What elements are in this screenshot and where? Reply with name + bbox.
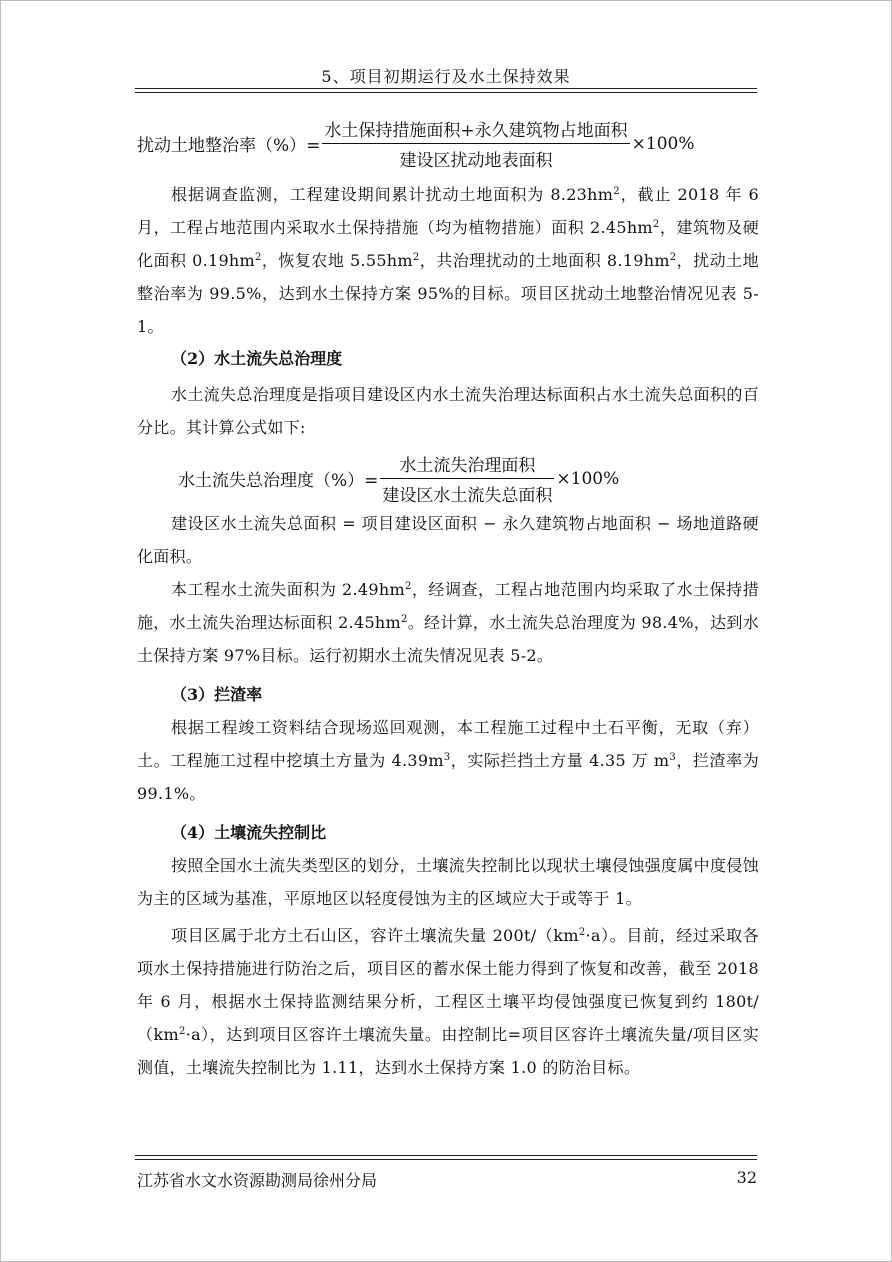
paragraph-control-ratio-definition: 按照全国水土流失类型区的划分，土壤流失控制比以现状土壤侵蚀强度属中度侵蚀为主的区域为基准，平原地区以轻度侵蚀为主的区域应大于或等于 1。 [137,856,759,908]
formula1-numerator: 水土保持措施面积+永久建筑物占地面积 [324,121,628,141]
footer-rule [135,1159,757,1160]
formula2-numerator: 水土流失治理面积 [399,456,536,476]
formula1-denominator: 建设区扰动地表面积 [399,151,553,171]
page-header-title: 5、项目初期运行及水土保持效果 [321,67,571,86]
paragraph-total-area-definition: 建设区水土流失总面积 = 项目建设区面积 − 永久建筑物占地面积 − 场地道路硬化面积。 [137,514,759,566]
heading-slag-retention-rate: （3）拦渣率 [171,685,263,704]
footer-organization: 江苏省水文水资源勘测局徐州分局 [137,1171,378,1190]
heading-soil-loss-control-degree: （2）水土流失总治理度 [171,349,343,368]
paragraph-control-degree-definition: 水土流失总治理度是指项目建设区内水土流失治理达标面积占水土流失总面积的百分比。其计算公式如下: [137,385,759,437]
formula-control-degree [178,451,619,506]
formula2-lhs: 水土流失总治理度（%）= [178,471,379,491]
header-rule-thin [135,92,757,93]
formula1-lhs: 扰动土地整治率（%）= [137,136,321,156]
formula1-fraction [322,116,629,171]
paragraph-control-degree-result: 本工程水土流失面积为 $2.49hm^2$，经调查，工程占地范围内均采取了水土保持措施，水土流失治理达标面积 $2.45hm^2$。经计算，水土流失总治理度为 98.4%，达到水土保持方案 97%目标。运行初期水土流失情况见表 5-2。 [137,580,759,665]
paragraph-slag-retention: 根据工程竣工资料结合现场巡回观测，本工程施工过程中土石平衡，无取（弃）土。工程施工过程中挖填土方量为 $4.39m^3$，实际拦挡土方量 4.35 万 $m^3$，拦渣率为 99.1%。 [137,718,759,803]
heading-soil-loss-control-ratio: （4）土壤流失控制比 [171,823,327,842]
formula2-denominator: 建设区水土流失总面积 [382,486,553,506]
formula2-fraction [380,451,554,506]
formula-disturbed-land-rate [137,116,695,171]
paragraph-disturbed-land: 根据调查监测，工程建设期间累计扰动土地面积为 $8.23hm^2$，截止 2018 年 6 月，工程占地范围内采取水土保持措施（均为植物措施）面积 $2.45hm^2$，建筑物及硬化面积 $0.19hm^2$，恢复农地 $5.55hm^2$，共治理扰动的土地面积 $8.19hm^2$，扰动土地整治率为 99.5%，达到水土保持方案 95%的目标。项目区扰动土地整治情况见表 5-1。 [137,185,759,336]
formula1-suffix: ×100% [631,133,695,154]
formula2-suffix: ×100% [556,468,620,489]
footer-rule-thin [135,1155,757,1156]
paragraph-control-ratio-result: 项目区属于北方土石山区，容许土壤流失量 $200t/(km^2\cdot a)$。目前，经过采取各项水土保持措施进行防治之后，项目区的蓄水保土能力得到了恢复和改善，截至 2018 年 6 月，根据水土保持监测结果分析，工程区土壤平均侵蚀强度已恢复到约 $180t/(km^2\cdot a)$，达到项目区容许土壤流失量。由控制比=项目区容许土壤流失量/项目区实测值，土壤流失控制比为 1.11，达到水土保持方案 1.0 的防治目标。 [137,926,759,1077]
header-rule [135,88,757,89]
page-number: 32 [736,1168,757,1187]
